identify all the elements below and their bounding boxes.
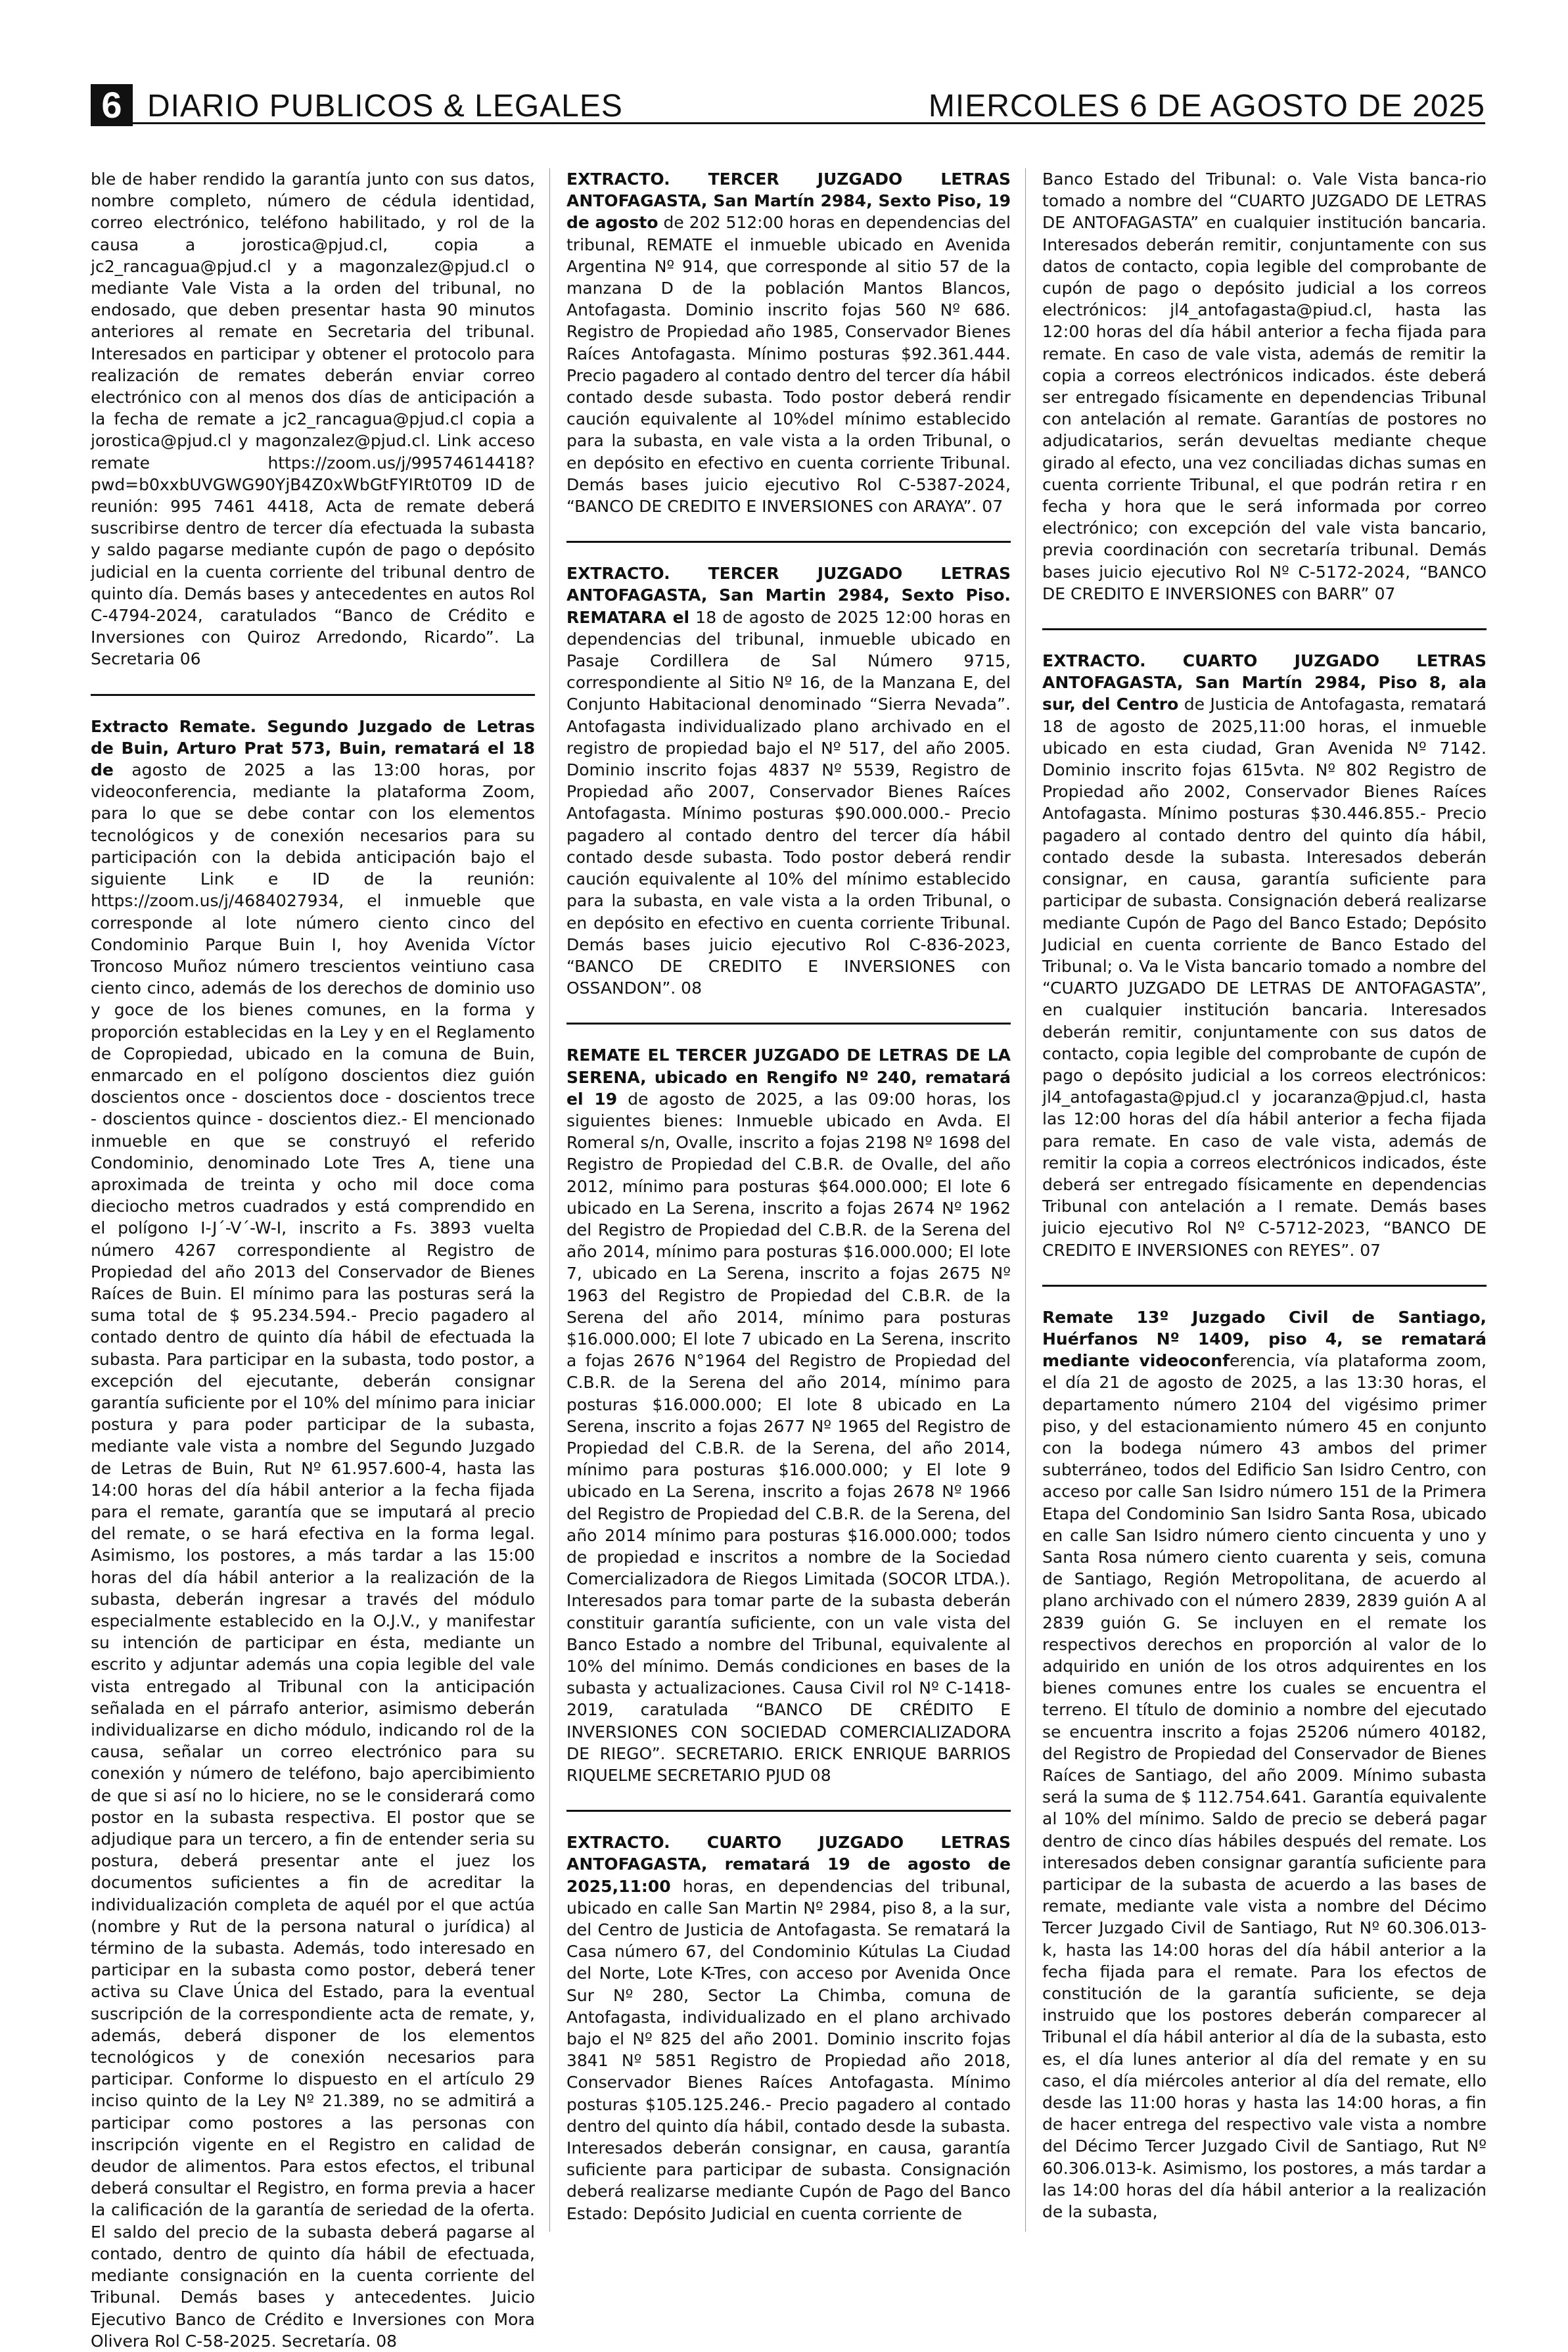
notice-item bbox=[566, 1832, 1011, 2225]
notice-body: de agosto de 2025, a las 09:00 horas, los siguientes bienes: Inmueble ubicado en Avda. El Romeral s/n, Ovalle, inscrito a fojas 2198 Nº 1698 del Registro de Propiedad del C.B.R. de Ovalle, del año 2012, mínimo para posturas $64.000.000; El lote 6 ubicado en La Serena, inscrito a fojas 2674 Nº 1962 del Registro de Propiedad del C.B.R. de la Serena del año 2014, mínimo para posturas $16.000.000; El lote 7, ubicado en La Serena, inscrito a fojas 2675 Nº 1963 del Registro de Propiedad del C.B.R. de la Serena del año 2014, mínimo para posturas $16.000.000; El lote 7 ubicado en La Serena, inscrito a fojas 2676 N°1964 del Registro de Propiedad del C.B.R. de la Serena del año 2014, mínimo para posturas $16.000.000; El lote 8 ubicado en La Serena, inscrito a fojas 2677 Nº 1965 del Registro de Propiedad del C.B.R. de la Serena, del año 2014, mínimo para posturas $16.000.000; y El lote 9 ubicado en La Serena, inscrito a fojas 2678 Nº 1966 del Registro de Propiedad del C.B.R. de la Serena, del año 2014 mínimo para posturas $16.000.000; todos de propiedad e inscritos a nombre de la Sociedad Comercializadora de Riegos Limitada (SOCOR LTDA.). Interesados para tomar parte de la subasta deberán constituir garantía suficiente, con un vale vista del Banco Estado a nombre del Tribunal, equivalente al 10% del mínimo. Demás condiciones en bases de la subasta y actualizaciones. Causa Civil rol Nº C-1418- 2019, caratulada “BANCO DE CRÉDITO E INVERSIONES CON SOCIEDAD COMERCIALIZADORA DE RIEGO”. SECRETARIO. ERICK ENRIQUE BARRIOS RIQUELME SECRETARIO PJUD 08 bbox=[566, 1089, 1011, 1786]
publication-name: DIARIO PUBLICOS & LEGALES bbox=[147, 89, 623, 124]
notice-item bbox=[566, 1044, 1011, 1786]
notice-item bbox=[1042, 1306, 1487, 2223]
notice-body: de Justicia de Antofagasta, rematará 18 de agosto de 2025,11:00 horas, el inmueble ubicado en esta ciudad, Gran Avenida Nº 7142. Dominio inscrito fojas 615vta. Nº 802 Registro de Propiedad año 2002, Conservador Bienes Raíces Antofagasta. Mínimo posturas $30.446.855.- Precio pagadero al contado dentro del quinto día hábil, contado desde la subasta. Interesados deberán consignar, en causa, garantía suficiente para participar de subasta. Consignación deberá realizarse mediante Cupón de Pago del Banco Estado; Depósito Judicial en cuenta corriente de Banco Estado del Tribunal; o. Va le Vista bancario tomado a nombre del “CUARTO JUZGADO DE LETRAS DE ANTOFAGASTA”, en cualquier institución bancaria. Interesados deberán remitir, conjuntamente con sus datos de contacto, copia legible del comprobante de cupón de pago o depósito judicial a los correos electrónicos: jl4_antofagasta@pjud.cl y jocaranza@pjud.cl, hasta las 12:00 horas del día hábil anterior a fecha fijada para remate. En caso de vale vista, además de remitir la copia a correos electrónicos indicados, éste deberá ser entregado físicamente en dependencias Tribunal con antelación a I remate. Demás bases juicio ejecutivo Rol Nº C-5712-2023, “BANCO DE CREDITO E INVERSIONES con REYES”. 07 bbox=[1042, 695, 1487, 1260]
column-divider bbox=[1025, 168, 1026, 2232]
column-divider bbox=[549, 168, 550, 2232]
notice-item bbox=[566, 168, 1011, 517]
notice-body: Banco Estado del Tribunal: o. Vale Vista banca-rio tomado a nombre del “CUARTO JUZGADO DE LETRAS DE ANTOFAGASTA” en cualquier institución bancaria. Interesados deberán remitir, conjuntamente con sus datos de contacto, copia legible del comprobante de cupón de pago o depósito judicial a los correos electrónicos: jl4_antofagasta@piud.cl, hasta las 12:00 horas del día hábil anterior a fecha fijada para remate. En caso de vale vista, además de remitir la copia a correos electrónicos indicados. éste deberá ser entregado físicamente en dependencias Tribunal con antelación al remate. Garantías de postores no adjudicatarios, serán devueltas mediante cheque girado al efecto, una vez conciliadas dichas sumas en cuenta corriente Tribunal, el que podrán retira r en fecha y hora que le será informada por correo electrónico; con excepción del vale vista bancario, previa coordinación con secretaría tribunal. Demás bases juicio ejecutivo Rol Nº C-5172-2024, “BANCO DE CREDITO E INVERSIONES con BARR” 07 bbox=[1042, 170, 1487, 603]
publication-date: MIERCOLES 6 DE AGOSTO DE 2025 bbox=[928, 89, 1485, 124]
notice-continuation bbox=[91, 168, 535, 670]
notice-separator bbox=[566, 1023, 1011, 1025]
notice-body: 18 de agosto de 2025 12:00 horas en dependencias del tribunal, inmueble ubicado en Pasaje Cordillera de Sal Número 9715, correspondiente al Sitio Nº 16, de la Manzana E, del Conjunto Habitacional denominado “Sierra Nevada”. Antofagasta individualizado plano archivado en el registro de propiedad bajo el Nº 517, del año 2005. Dominio inscrito fojas 4837 Nº 5539, Registro de Propiedad año 2007, Conservador Bienes Raíces Antofagasta. Mínimo posturas $90.000.000.- Precio pagadero al contado dentro del tercer día hábil contado desde subasta. Todo postor deberá rendir caución equivalente al 10% del mínimo establecido para la subasta, en vale vista a la orden Tribunal, o en depósito en efectivo en cuenta corriente Tribunal. Demás bases juicio ejecutivo Rol C-836-2023, “BANCO DE CREDITO E INVERSIONES con OSSANDON”. 08 bbox=[566, 607, 1011, 998]
notice-lead: REMATE EL TERCER JUZGADO DE LETRAS DE LA SERENA, ubicado en Rengifo Nº 240, rematará el 19 bbox=[566, 1046, 1011, 1109]
notice-lead: EXTRACTO. TERCER JUZGADO LETRAS ANTOFAGASTA, San Martin 2984, Sexto Piso. REMATARA el bbox=[566, 564, 1011, 627]
notice-lead: EXTRACTO. CUARTO JUZGADO LETRAS ANTOFAGASTA, San Martín 2984, Piso 8, ala sur, del Centro bbox=[1042, 651, 1487, 714]
column-2 bbox=[566, 168, 1011, 2271]
notice-body: agosto de 2025 a las 13:00 horas, por videoconferencia, mediante la plataforma Zoom, para lo que se debe contar con los elementos tecnológicos y de conexión necesarios para su participación con la debida anticipación bajo el siguiente Link e ID de la reunión: https://zoom.us/j/4684027934, el inmueble que corresponde al lote número ciento cinco del Condominio Parque Buin I, hoy Avenida Víctor Troncoso Muñoz número trescientos veintiuno casa ciento cinco, además de los derechos de dominio uso y goce de los bienes comunes, en la forma y proporción establecidas en la Ley y en el Reglamento de Copropiedad, ubicado en la comuna de Buin, enmarcado en el polígono doscientos diez guión doscientos once - doscientos doce - doscientos trece - doscientos quince - doscientos diez.- El mencionado inmueble en que se construyó el referido Condominio, denominado Lote Tres A, tiene una aproximada de treinta y ocho mil doce coma dieciocho metros cuadrados y está comprendido en el polígono I-J´-V´-W-I, inscrito a Fs. 3893 vuelta número 4267 correspondiente al Registro de Propiedad del año 2013 del Conservador de Bienes Raíces de Buin. El mínimo para las posturas será la suma total de $ 95.234.594.- Precio pagadero al contado dentro de quinto día hábil de efectuada la subasta. Para participar en la subasta, todo postor, a excepción del ejecutante, deberán consignar garantía suficiente por el 10% del mínimo para iniciar postura y para poder participar de la subasta, mediante vale vista a nombre del Segundo Juzgado de Letras de Buin, Rut Nº 61.957.600-4, hasta las 14:00 horas del día hábil anterior a la fecha fijada para el remate, garantía que se imputará al precio del remate, o se hará efectiva en la forma legal. Asimismo, los postores, a más tardar a las 15:00 horas del día hábil anterior a la realización de la subasta, deberán ingresar a través del módulo especialmente establecido en la O.J.V., y manifestar su intención de participar en ésta, mediante un escrito y adjuntar además una copia legible del vale vista entregado al Tribunal con la anticipación señalada en el párrafo anterior, asimismo deberán individualizarse en dicho módulo, indicando rol de la causa, señalar un correo electrónico para su conexión y número de teléfono, bajo apercibimiento de que si así no lo hiciere, no se le considerará como postor en la subasta respectiva. El postor que se adjudique para un tercero, a fin de entender seria su postura, deberá presentar ante el juez los documentos suficientes a fin de acreditar la individualización completa de aquél por el que actúa (nombre y Rut de la persona natural o jurídica) al término de la subasta. Además, todo interesado en participar en la subasta como postor, deberá tener activa su Clave Única del Estado, para la eventual suscripción de la correspondiente acta de remate, y, además, deberá disponer de los elementos tecnológicos y de conexión necesarios para participar. Conforme lo dispuesto en el artículo 29 inciso quinto de la Ley Nº 21.389, no se admitirá a participar como postores a las personas con inscripción vigente en el Registro en calidad de deudor de alimentos. Para estos efectos, el tribunal deberá consultar el Registro, en forma previa a hacer la calificación de la garantía de seriedad de la oferta. El saldo del precio de la subasta deberá pagarse al contado, dentro de quinto día hábil de efectuada, mediante consignación en la cuenta corriente del Tribunal. Demás bases y antecedentes. Juicio Ejecutivo Banco de Crédito e Inversiones con Mora Olivera Rol C-58-2025. Secretaría. 08 bbox=[91, 760, 535, 2351]
notice-separator bbox=[566, 541, 1011, 543]
notice-lead: Extracto Remate. Segundo Juzgado de Letras de Buin, Arturo Prat 573, Buin, rematará el 18 de bbox=[91, 716, 535, 780]
notice-lead: Remate 13º Juzgado Civil de Santiago, Huérfanos Nº 1409, piso 4, se rematará mediante videoconf bbox=[1042, 1307, 1487, 1371]
notice-lead: EXTRACTO. CUARTO JUZGADO LETRAS ANTOFAGASTA, rematará 19 de agosto de 2025,11:00 bbox=[566, 1833, 1011, 1896]
column-3 bbox=[1042, 168, 1487, 2271]
notice-item bbox=[1042, 650, 1487, 1261]
page-header bbox=[91, 84, 1485, 124]
notice-separator bbox=[1042, 1285, 1487, 1287]
notice-continuation bbox=[1042, 168, 1487, 605]
notice-item bbox=[91, 716, 535, 2352]
notice-body: horas, en dependencias del tribunal, ubicado en calle San Martin Nº 2984, piso 8, a la sur, del Centro de Justicia de Antofagasta. Se rematará la Casa número 67, del Condominio Kútulas La Ciudad del Norte, Lote K-Tres, con acceso por Avenida Once Sur Nº 280, Sector La Chimba, comuna de Antofagasta, individualizado en el plano archivado bajo el Nº 825 del año 2001. Dominio inscrito fojas 3841 Nº 5851 Registro de Propiedad año 2018, Conservador Bienes Raíces Antofagasta. Mínimo posturas $105.125.246.- Precio pagadero al contado dentro del quinto día hábil, contado desde la subasta. Interesados deberán consignar, en causa, garantía suficiente para participar de subasta. Consignación deberá realizarse mediante Cupón de Pago del Banco Estado: Depósito Judicial en cuenta corriente de bbox=[566, 1876, 1011, 2223]
page-number: 6 bbox=[91, 84, 133, 126]
notice-lead: EXTRACTO. TERCER JUZGADO LETRAS ANTOFAGASTA, San Martín 2984, Sexto Piso, 19 de agosto bbox=[566, 170, 1011, 233]
notice-separator bbox=[91, 694, 535, 696]
notice-item bbox=[566, 563, 1011, 999]
column-1 bbox=[91, 168, 535, 2351]
notice-body: de 202 512:00 horas en dependencias del tribunal, REMATE el inmueble ubicado en Avenida Argentina Nº 914, que corresponde al sitio 57 de la manzana D de la población Mantos Blancos, Antofagasta. Dominio inscrito fojas 560 Nº 686. Registro de Propiedad año 1985, Conservador Bienes Raíces Antofagasta. Mínimo posturas $92.361.444. Precio pagadero al contado dentro del tercer día hábil contado desde subasta. Todo postor deberá rendir caución equivalente al 10%del mínimo establecido para la subasta, en vale vista a la orden Tribunal, o en depósito en efectivo en cuenta corriente Tribunal. Demás bases juicio ejecutivo Rol C-5387-2024, “BANCO DE CREDITO E INVERSIONES con ARAYA”. 07 bbox=[566, 213, 1011, 517]
notice-body: erencia, vía plataforma zoom, el día 21 de agosto de 2025, a las 13:30 horas, el departamento número 2104 del vigésimo primer piso, y del estacionamiento número 45 en conjunto con la bodega número 43 ambos del primer subterráneo, todos del Edificio San Isidro Centro, con acceso por calle San Isidro número 151 de la Primera Etapa del Condominio San Isidro Santa Rosa, ubicado en calle San Isidro número ciento cincuenta y uno y Santa Rosa número ciento cuarenta y seis, comuna de Santiago, Región Metropolitana, de acuerdo al plano archivado con el número 2839, 2839 guión A al 2839 guión G. Se incluyen en el remate los respectivos derechos en proporción al valor de lo adquirido en unión de los otros adquirentes en los bienes comunes entre los cuales se encuentra el terreno. El título de dominio a nombre del ejecutado se encuentra inscrito a fojas 25206 número 40182, del Registro de Propiedad del Conservador de Bienes Raíces de Santiago, del año 2009. Mínimo subasta será la suma de $ 112.754.641. Garantía equivalente al 10% del mínimo. Saldo de precio se deberá pagar dentro de cinco días hábiles después del remate. Los interesados deben consignar garantía suficiente para participar de la subasta de acuerdo a las bases de remate, mediante vale vista a nombre del Décimo Tercer Juzgado Civil de Santiago, Rut Nº 60.306.013-k, hasta las 14:00 horas del día hábil anterior a la fecha fijada para el remate. Para los efectos de constitución de la garantía suficiente, se deja instruido que los postores deberán comparecer al Tribunal el día hábil anterior al día de la subasta, esto es, el día lunes anterior al día del remate y en su caso, el día miércoles anterior al día del remate, ello desde las 11:00 horas y hasta las 14:00 horas, a fin de hacer entrega del respectivo vale vista a nombre del Décimo Tercer Juzgado Civil de Santiago, Rut Nº 60.306.013-k. Asimismo, los postores, a más tardar a las 14:00 horas del día hábil anterior a la realización de la subasta, bbox=[1042, 1351, 1487, 2222]
notice-body: ble de haber rendido la garantía junto con sus datos, nombre completo, número de cédula identidad, correo electrónico, teléfono habilitado, y rol de la causa a jorostica@pjud.cl, copia a jc2_rancagua@pjud.cl y a magonzalez@pjud.cl o mediante Vale Vista a la orden del tribunal, no endosado, que deben presentar hasta 90 minutos anteriores al remate en Secretaria del tribunal. Interesados en participar y obtener el protocolo para realización de remates deberán enviar correo electrónico con al menos dos días de anticipación a la fecha de remate a jc2_rancagua@pjud.cl copia a jorostica@pjud.cl y magonzalez@pjud.cl. Link acceso remate https://zoom.us/j/99574614418?pwd=b0xxbUVGWG90YjB4Z0xWbGtFYIRt0T09 ID de reunión: 995 7461 4418, Acta de remate deberá suscribirse dentro de tercer día efectuada la subasta y saldo pagarse mediante cupón de pago o depósito judicial en la cuenta corriente del tribunal dentro de quinto día. Demás bases y antecedentes en autos Rol C-4794-2024, caratulados “Banco de Crédito e Inversiones con Quiroz Arredondo, Ricardo”. La Secretaria 06 bbox=[91, 170, 535, 669]
notice-separator bbox=[566, 1810, 1011, 1812]
notice-separator bbox=[1042, 628, 1487, 630]
